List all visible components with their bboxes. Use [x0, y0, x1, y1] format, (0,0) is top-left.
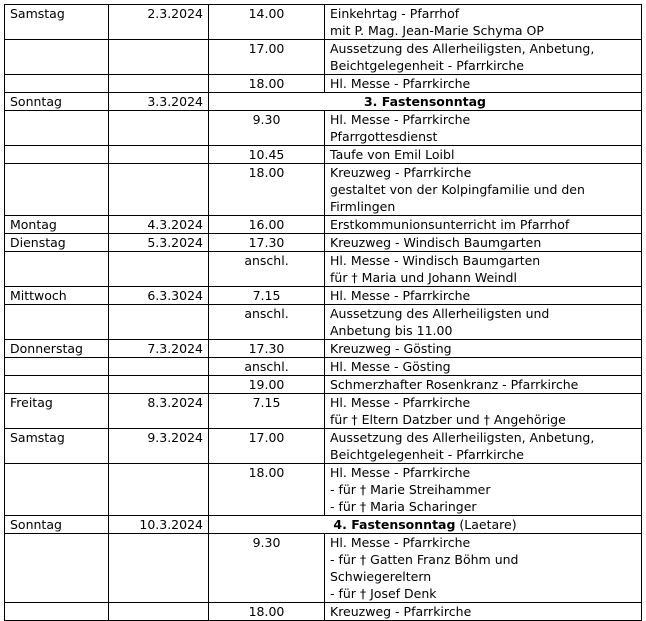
event-cell [325, 287, 642, 305]
date-cell: 3.3.2024 [109, 93, 209, 111]
date-cell [109, 75, 209, 93]
time-cell: 18.00 [209, 464, 325, 516]
event-line: Hl. Messe - Pfarrkirche [330, 465, 471, 480]
event-line: Hl. Messe - Pfarrkirche [330, 112, 471, 127]
event-line: Aussetzung des Allerheiligsten und [330, 306, 550, 321]
time-cell: 18.00 [209, 75, 325, 93]
date-cell: 5.3.2024 [109, 234, 209, 252]
day-cell: Dienstag [5, 234, 109, 252]
day-cell: Samstag [5, 429, 109, 464]
time-cell: 16.00 [209, 216, 325, 234]
day-cell: Sonntag [5, 93, 109, 111]
day-cell [5, 111, 109, 146]
time-cell: 17.00 [209, 429, 325, 464]
event-cell [325, 603, 642, 621]
time-cell: 17.30 [209, 340, 325, 358]
day-cell [5, 146, 109, 164]
table-row [5, 40, 642, 75]
date-cell [109, 164, 209, 216]
date-cell [109, 40, 209, 75]
date-cell: 6.3.3024 [109, 287, 209, 305]
event-line: für † Eltern Datzber und † Angehörige [330, 412, 566, 427]
sunday-heading [209, 93, 642, 111]
event-line: mit P. Mag. Jean-Marie Schyma OP [330, 23, 544, 38]
date-cell [109, 534, 209, 603]
date-cell [109, 111, 209, 146]
table-row [5, 216, 642, 234]
day-cell [5, 376, 109, 394]
event-line: Kreuzweg - Gösting [330, 341, 452, 356]
date-cell [109, 252, 209, 287]
event-line: Schmerzhafter Rosenkranz - Pfarrkirche [330, 377, 579, 392]
table-row [5, 75, 642, 93]
event-cell [325, 358, 642, 376]
event-cell [325, 40, 642, 75]
day-cell [5, 358, 109, 376]
event-line: Erstkommunionsunterricht im Pfarrhof [330, 217, 570, 232]
event-cell [325, 234, 642, 252]
table-row [5, 287, 642, 305]
event-cell [325, 216, 642, 234]
day-cell: Sonntag [5, 516, 109, 534]
table-row [5, 111, 642, 146]
table-row [5, 376, 642, 394]
day-cell: Montag [5, 216, 109, 234]
table-row [5, 5, 642, 40]
time-cell: 7.15 [209, 394, 325, 429]
table-row [5, 534, 642, 603]
event-line: - für † Maria Scharinger [330, 499, 477, 514]
time-cell: 9.30 [209, 111, 325, 146]
sunday-heading-title: 3. Fastensonntag [363, 94, 486, 109]
day-cell: Freitag [5, 394, 109, 429]
day-cell [5, 464, 109, 516]
event-cell [325, 164, 642, 216]
table-row [5, 146, 642, 164]
date-cell [109, 146, 209, 164]
day-cell [5, 305, 109, 340]
table-row [5, 234, 642, 252]
schedule-table [4, 4, 642, 621]
event-line: Aussetzung des Allerheiligsten, Anbetung, [330, 41, 595, 56]
event-line: Aussetzung des Allerheiligsten, Anbetung, [330, 430, 595, 445]
date-cell: 7.3.2024 [109, 340, 209, 358]
date-cell: 4.3.2024 [109, 216, 209, 234]
time-cell: 18.00 [209, 164, 325, 216]
event-cell [325, 429, 642, 464]
event-line: Beichtgelegenheit - Pfarrkirche [330, 58, 524, 73]
day-cell [5, 40, 109, 75]
time-cell: 14.00 [209, 5, 325, 40]
event-line: Anbetung bis 11.00 [330, 323, 453, 338]
time-cell: anschl. [209, 252, 325, 287]
event-line: Kreuzweg - Pfarrkirche [330, 604, 472, 619]
date-cell: 8.3.2024 [109, 394, 209, 429]
day-cell [5, 534, 109, 603]
event-line: Kreuzweg - Windisch Baumgarten [330, 235, 542, 250]
event-cell [325, 305, 642, 340]
event-cell [325, 376, 642, 394]
event-line: Taufe von Emil Loibl [330, 147, 455, 162]
time-cell: 19.00 [209, 376, 325, 394]
table-row [5, 603, 642, 621]
time-cell: 7.15 [209, 287, 325, 305]
heading-row [5, 93, 642, 111]
table-row [5, 358, 642, 376]
time-cell: 18.00 [209, 603, 325, 621]
event-line: Einkehrtag - Pfarrhof [330, 6, 460, 21]
event-cell [325, 5, 642, 40]
schedule-body [5, 5, 642, 621]
event-cell [325, 534, 642, 603]
event-cell [325, 394, 642, 429]
sunday-heading-suffix: (Laetare) [455, 517, 517, 532]
time-cell: 17.30 [209, 234, 325, 252]
sunday-heading-title: 4. Fastensonntag [333, 517, 456, 532]
event-line: Hl. Messe - Pfarrkirche [330, 535, 471, 550]
date-cell: 2.3.2024 [109, 5, 209, 40]
event-line: Pfarrgottesdienst [330, 129, 438, 144]
time-cell: anschl. [209, 358, 325, 376]
event-line: für † Maria und Johann Weindl [330, 270, 517, 285]
event-cell [325, 146, 642, 164]
date-cell [109, 603, 209, 621]
sunday-heading [209, 516, 642, 534]
event-line: Kreuzweg - Pfarrkirche [330, 165, 472, 180]
day-cell: Mittwoch [5, 287, 109, 305]
day-cell [5, 75, 109, 93]
table-row [5, 305, 642, 340]
heading-row [5, 516, 642, 534]
event-line: gestaltet von der Kolpingfamilie und den [330, 182, 585, 197]
event-cell [325, 464, 642, 516]
event-cell [325, 111, 642, 146]
date-cell [109, 305, 209, 340]
day-cell [5, 164, 109, 216]
time-cell: 17.00 [209, 40, 325, 75]
event-line: Hl. Messe - Windisch Baumgarten [330, 253, 541, 268]
event-line: Schwiegereltern [330, 569, 432, 584]
table-row [5, 464, 642, 516]
time-cell: anschl. [209, 305, 325, 340]
event-line: Hl. Messe - Pfarrkirche [330, 395, 471, 410]
event-line: Hl. Messe - Gösting [330, 359, 451, 374]
event-line: Hl. Messe - Pfarrkirche [330, 76, 471, 91]
date-cell [109, 464, 209, 516]
event-line: Hl. Messe - Pfarrkirche [330, 288, 471, 303]
date-cell: 10.3.2024 [109, 516, 209, 534]
table-row [5, 252, 642, 287]
day-cell [5, 252, 109, 287]
day-cell: Samstag [5, 5, 109, 40]
table-row [5, 394, 642, 429]
table-row [5, 164, 642, 216]
date-cell [109, 358, 209, 376]
event-line: - für † Josef Denk [330, 586, 437, 601]
time-cell: 10.45 [209, 146, 325, 164]
table-row [5, 340, 642, 358]
day-cell: Donnerstag [5, 340, 109, 358]
event-line: - für † Gatten Franz Böhm und [330, 552, 519, 567]
event-cell [325, 340, 642, 358]
day-cell [5, 603, 109, 621]
event-line: Beichtgelegenheit - Pfarrkirche [330, 447, 524, 462]
event-line: Firmlingen [330, 199, 396, 214]
event-cell [325, 75, 642, 93]
event-line: - für † Marie Streihammer [330, 482, 491, 497]
date-cell [109, 376, 209, 394]
time-cell: 9.30 [209, 534, 325, 603]
date-cell: 9.3.2024 [109, 429, 209, 464]
table-row [5, 429, 642, 464]
event-cell [325, 252, 642, 287]
